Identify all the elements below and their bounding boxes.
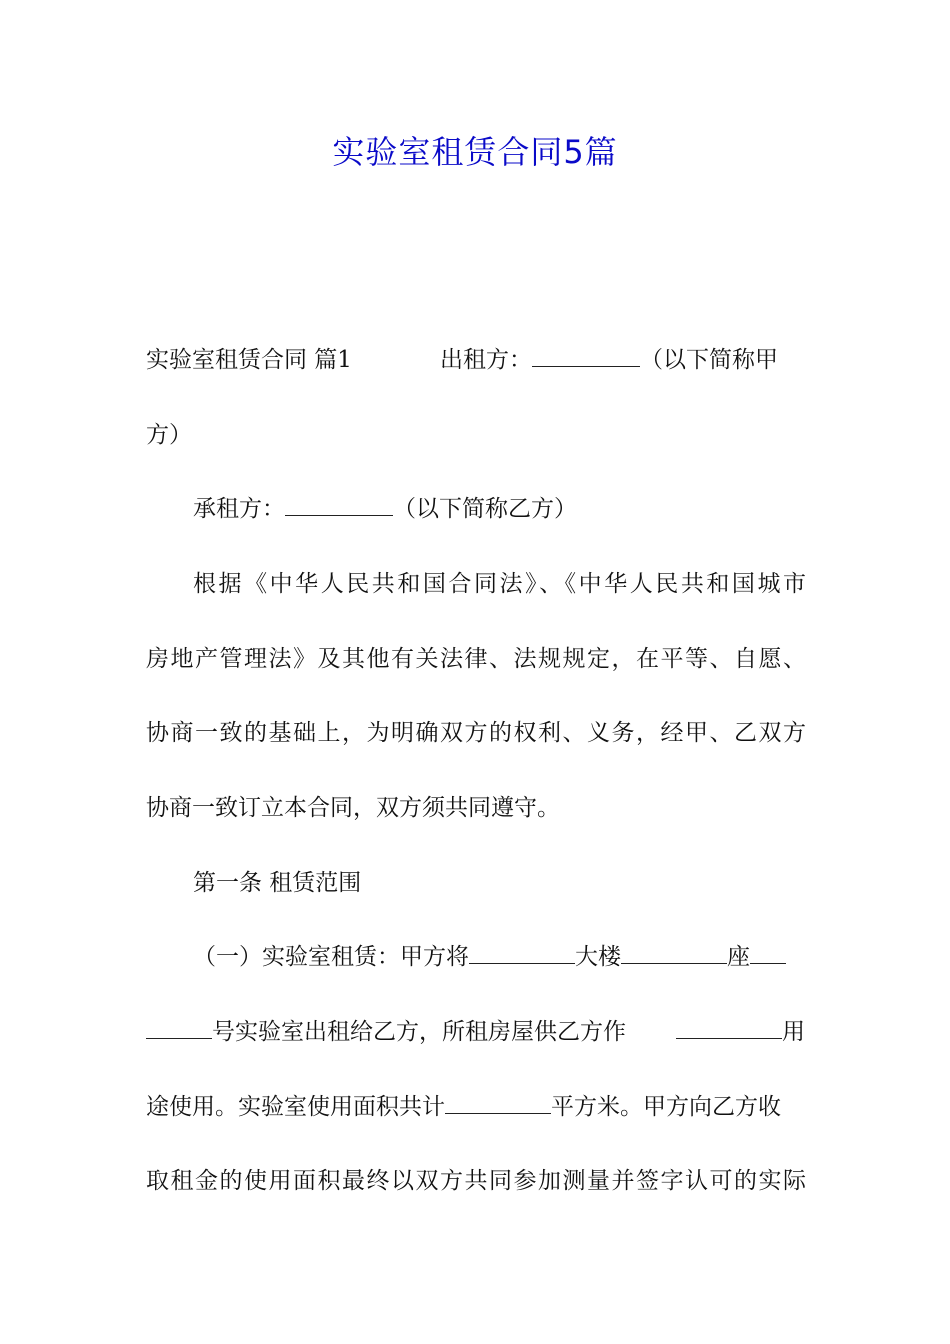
area-prefix: 途使用。实验室使用面积共计 xyxy=(146,1094,445,1120)
room-blank-start xyxy=(750,943,786,964)
paragraph-line: 根据《中华人民共和国合同法》、《中华人民共和国城市 xyxy=(193,571,806,597)
lessee-suffix: （以下简称乙方） xyxy=(393,496,577,522)
building-blank xyxy=(469,943,575,964)
section-heading: 实验室租赁合同 篇1 xyxy=(146,347,352,373)
paragraph-line: 协商一致订立本合同，双方须共同遵守。 xyxy=(146,795,560,821)
article-heading: 第一条 租赁范围 xyxy=(193,870,362,896)
lessee-label: 承租方： xyxy=(193,496,285,522)
lessee-blank xyxy=(285,495,393,516)
lessor-blank xyxy=(532,346,640,367)
use-label: 用 xyxy=(782,1019,805,1045)
paragraph-line: 房地产管理法》及其他有关法律、法规规定，在平等、自愿、 xyxy=(146,646,806,672)
use-line xyxy=(676,1017,805,1047)
building-label: 大楼 xyxy=(575,944,621,970)
clause-text: 号实验室出租给乙方，所租房屋供乙方作 xyxy=(212,1019,626,1045)
clause-line xyxy=(146,1017,626,1047)
lessor-suffix: （以下简称甲 xyxy=(640,347,778,373)
use-blank xyxy=(676,1018,782,1039)
area-blank xyxy=(445,1093,551,1114)
clause-prefix: （一）实验室租赁：甲方将 xyxy=(193,944,469,970)
clause-line: 取租金的使用面积最终以双方共同参加测量并签字认可的实际 xyxy=(146,1168,806,1194)
lessor-suffix-continued: 方） xyxy=(146,422,192,448)
block-blank xyxy=(621,943,727,964)
document-title: 实验室租赁合同5篇 xyxy=(332,133,618,171)
room-blank-end xyxy=(146,1018,212,1039)
clause-line xyxy=(193,942,786,972)
lessor-line xyxy=(440,345,778,375)
paragraph-line: 协商一致的基础上，为明确双方的权利、义务，经甲、乙双方 xyxy=(146,720,806,746)
lessee-line xyxy=(193,494,577,524)
area-suffix: 平方米。甲方向乙方收 xyxy=(551,1094,781,1120)
block-label: 座 xyxy=(727,944,750,970)
clause-line xyxy=(146,1092,781,1122)
lessor-label: 出租方： xyxy=(440,347,532,373)
